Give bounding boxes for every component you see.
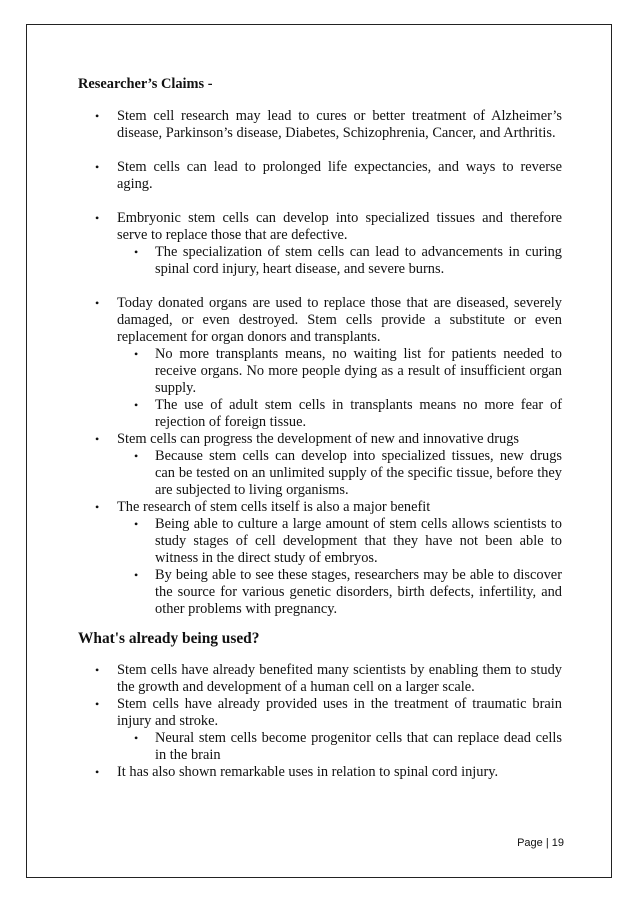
sub-list-item: • Neural stem cells become progenitor cells that can replace dead cells in the brain [155,730,562,764]
list-item: • The research of stem cells itself is also a major benefit • Being able to culture a large amount of stem cells allows scientists to study stages of cell development that they have not been able to witness in the direct study of embryos. • By being able to see these stages, researchers may be able to discover the source for various genetic disorders, birth defects, infertility, and other problems with pregnancy. [117,499,562,618]
list-item: • Stem cells can progress the development of new and innovative drugs • Because stem cells can develop into specialized tissues, new drugs can be tested on an unlimited supply of the specific tissue, before they are subjected to living organisms. [117,431,562,499]
sub-list-item: • The specialization of stem cells can lead to advancements in curing spinal cord injury, heart disease, and severe burns. [155,244,562,278]
sub-list [117,346,562,431]
sub-list-item: • No more transplants means, no waiting list for patients needed to receive organs. No more people dying as a result of insufficient organ supply. [155,346,562,397]
list-item: • It has also shown remarkable uses in relation to spinal cord injury. [117,764,562,781]
sub-list [117,516,562,618]
sub-list-item: • Being able to culture a large amount of stem cells allows scientists to study stages of cell development that they have not been able to witness in the direct study of embryos. [155,516,562,567]
section-heading-researchers-claims: Researcher’s Claims - [78,76,213,92]
sub-list-item: • By being able to see these stages, researchers may be able to discover the source for various genetic disorders, birth defects, infertility, and other problems with pregnancy. [155,567,562,618]
sub-list-item: • The use of adult stem cells in transplants means no more fear of rejection of foreign tissue. [155,397,562,431]
section-heading-already-used: What's already being used? [78,630,260,647]
list-item: • Stem cells can lead to prolonged life expectancies, and ways to reverse aging. [117,159,562,193]
document-body [78,76,562,781]
page-number: Page | 19 [517,837,564,849]
list-item: • Stem cells have already provided uses in the treatment of traumatic brain injury and stroke. • Neural stem cells become progenitor cells that can replace dead cells in the brain [117,696,562,764]
list-item: • Embryonic stem cells can develop into specialized tissues and therefore serve to replace those that are defective. • The specialization of stem cells can lead to advancements in curing spinal cord injury, heart disease, and severe burns. [117,210,562,278]
list-item: • Stem cell research may lead to cures or better treatment of Alzheimer’s disease, Parkinson’s disease, Diabetes, Schizophrenia, Cancer, and Arthritis. [117,108,562,142]
uses-list [78,662,562,781]
list-item: • Today donated organs are used to replace those that are diseased, severely damaged, or even destroyed. Stem cells provide a substitute or even replacement for organ donors and transplants. • No more transplants means, no waiting list for patients needed to receive organs. No more people dying as a result of insufficient organ supply. • The use of adult stem cells in transplants means no more fear of rejection of foreign tissue. [117,295,562,431]
sub-list [117,730,562,764]
sub-list-item: • Because stem cells can develop into specialized tissues, new drugs can be tested on an unlimited supply of the specific tissue, before they are subjected to living organisms. [155,448,562,499]
list-item: • Stem cells have already benefited many scientists by enabling them to study the growth and development of a human cell on a larger scale. [117,662,562,696]
sub-list [117,244,562,278]
sub-list [117,448,562,499]
claims-list [78,108,562,618]
